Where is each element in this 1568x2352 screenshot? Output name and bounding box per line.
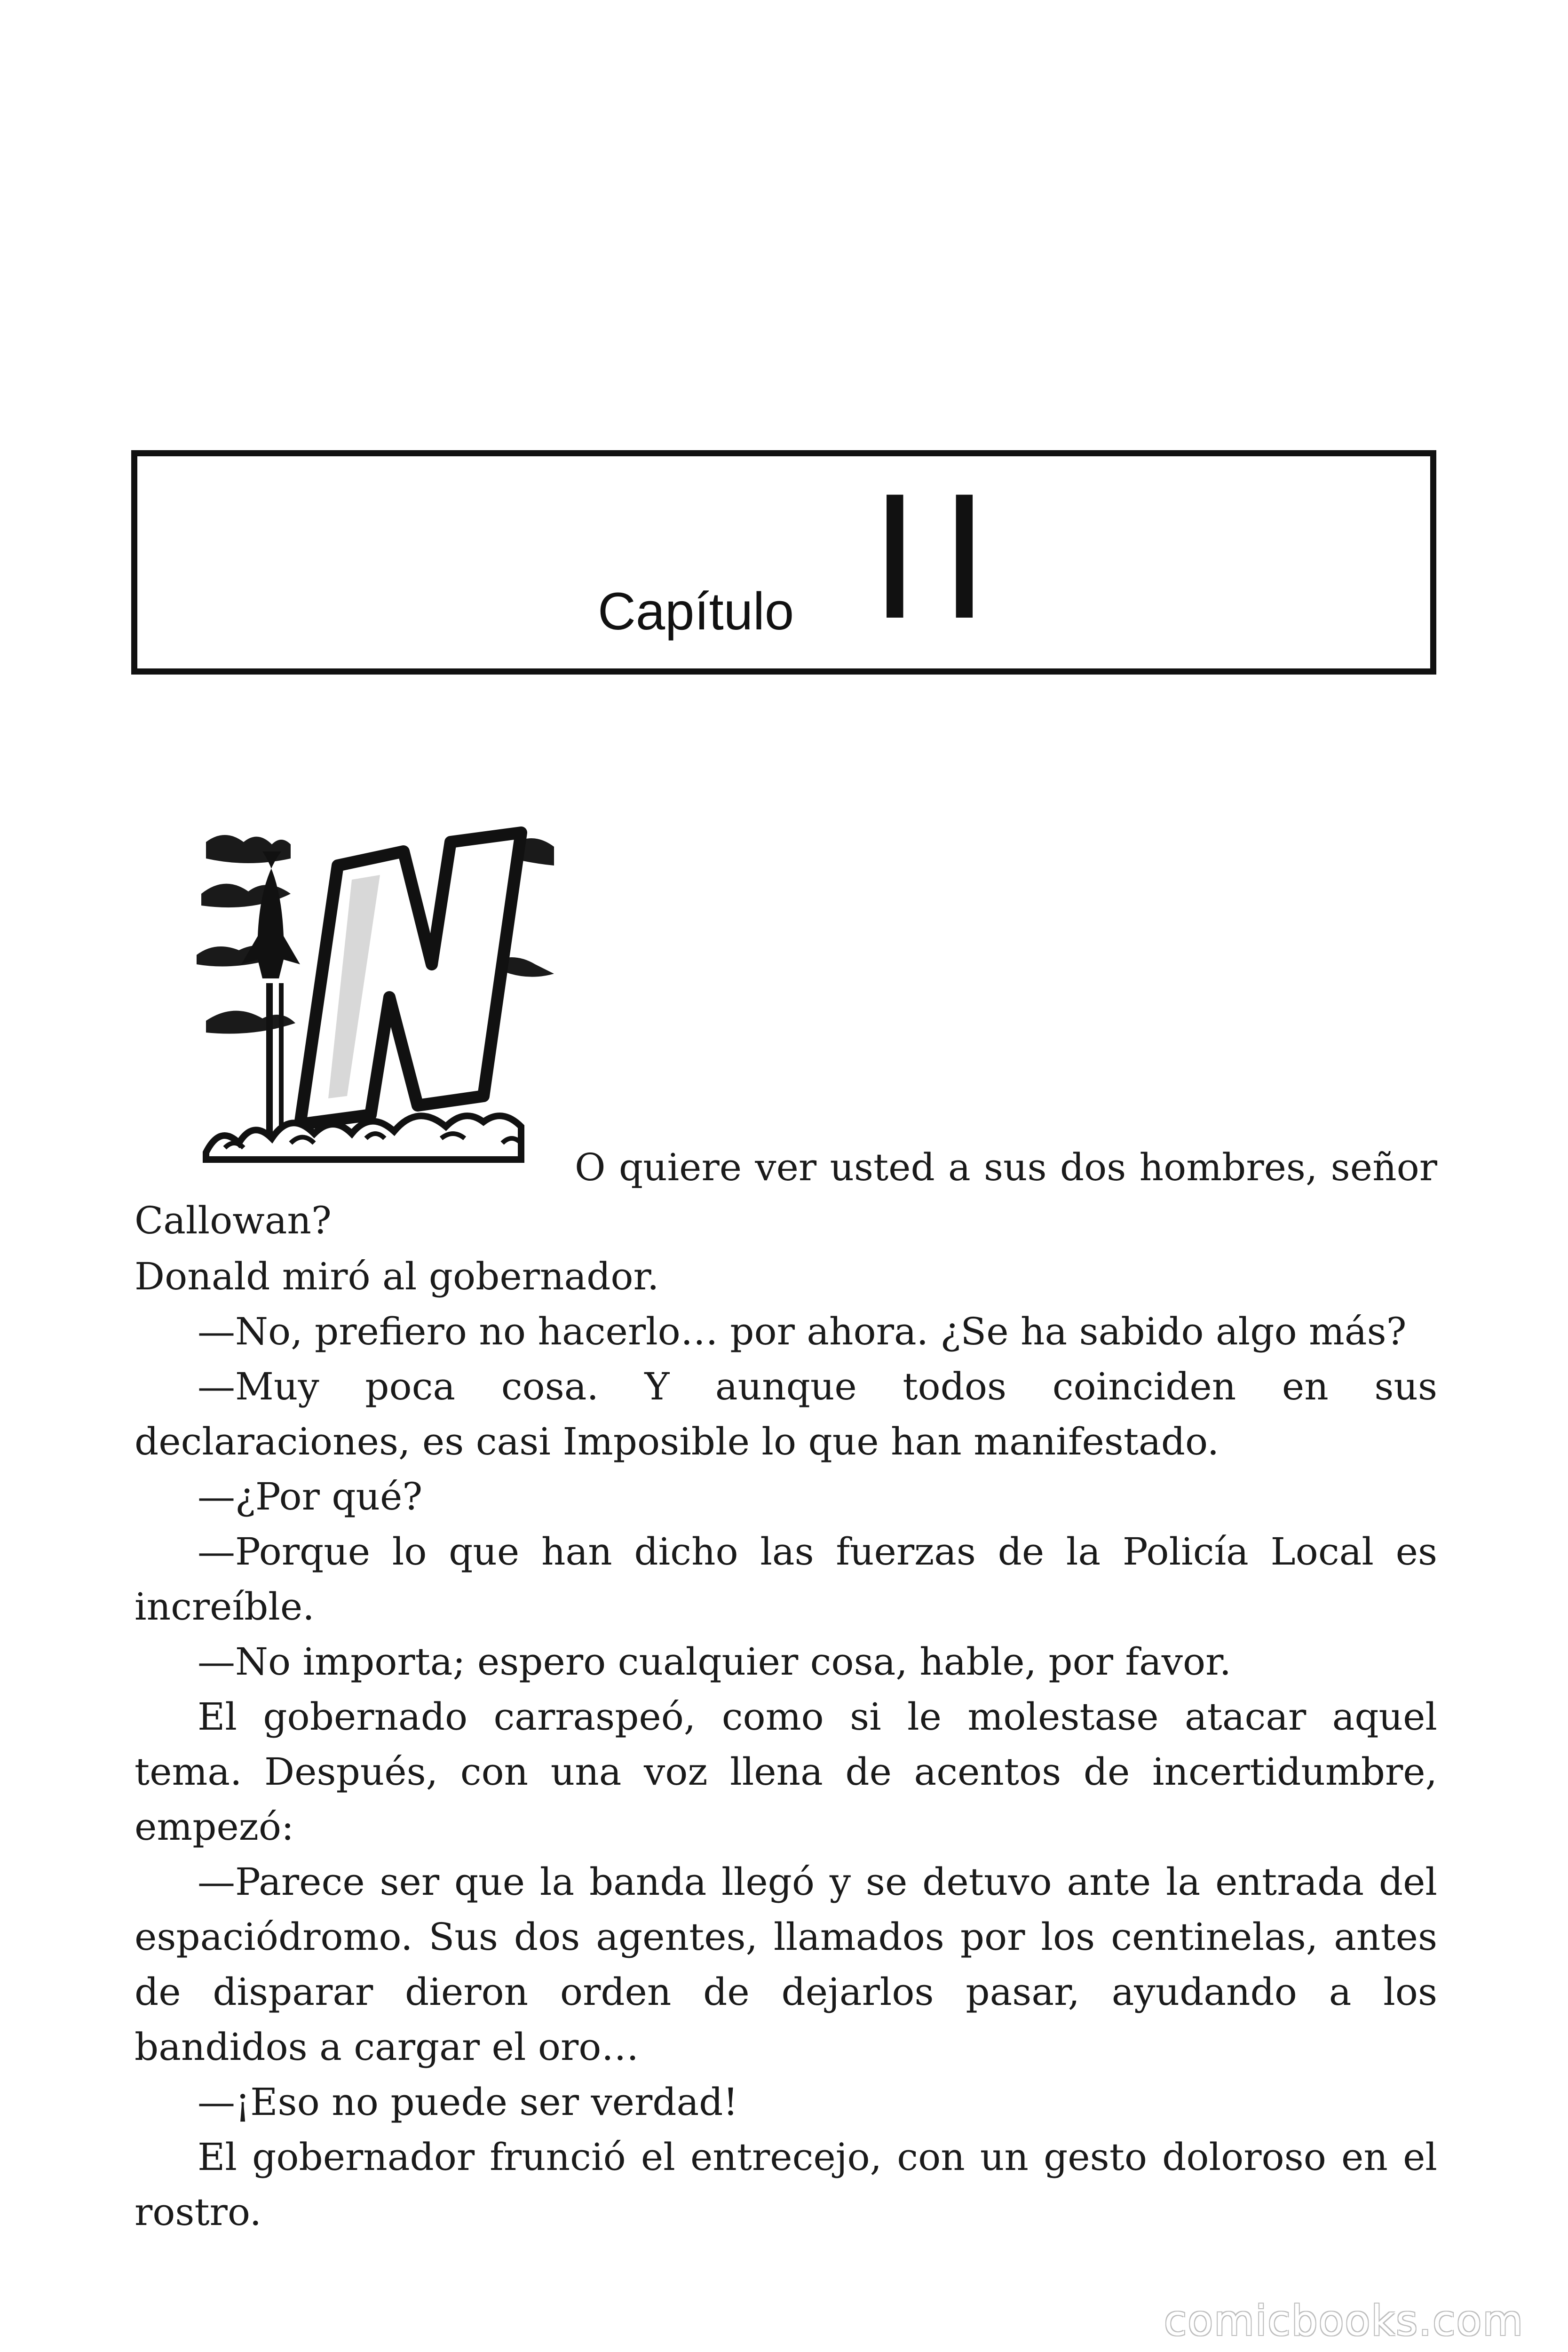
paragraph: O quiere ver usted a sus dos hombres, señor Callowan? xyxy=(135,1145,1437,1242)
paragraph: —¡Eso no puede ser verdad! xyxy=(198,2080,738,2124)
paragraph: —Parece ser que la banda llegó y se detuvo ante la entrada del espaciódromo. Sus dos agentes, llamados por los centinelas, antes de disparar dieron orden de dejarlos pasar, ayudando a los bandidos a cargar el oro… xyxy=(135,1860,1437,2069)
paragraph: —No, prefiero no hacerlo… por ahora. ¿Se ha sabido algo más? xyxy=(198,1310,1407,1353)
body-text xyxy=(135,1249,1437,2240)
paragraph: —Porque lo que han dicho las fuerzas de la Policía Local es increíble. xyxy=(135,1530,1437,1629)
paragraph: —¿Por qué? xyxy=(198,1475,423,1518)
chapter-number: II xyxy=(870,456,1009,656)
paragraph: Donald miró al gobernador. xyxy=(135,1255,659,1298)
watermark: comicbooks.com xyxy=(1164,2296,1524,2345)
paragraph: —Muy poca cosa. Y aunque todos coinciden en sus declaraciones, es casi Imposible lo que han manifestado. xyxy=(135,1365,1437,1463)
dropcap-letter-n xyxy=(300,833,521,1124)
paragraph: El gobernado carraspeó, como si le molestase atacar aquel tema. Después, con una voz llena de acentos de incertidumbre, empezó: xyxy=(135,1695,1437,1849)
paragraph: —No importa; espero cualquier cosa, hable, por favor. xyxy=(198,1640,1232,1684)
chapter-word: Capítulo xyxy=(598,582,794,641)
dropcap-illustration xyxy=(197,823,559,1181)
chapter-heading-box xyxy=(131,450,1436,675)
paragraph: El gobernador frunció el entrecejo, con un gesto doloroso en el rostro. xyxy=(135,2135,1437,2234)
opening-paragraph xyxy=(135,1141,1437,1247)
